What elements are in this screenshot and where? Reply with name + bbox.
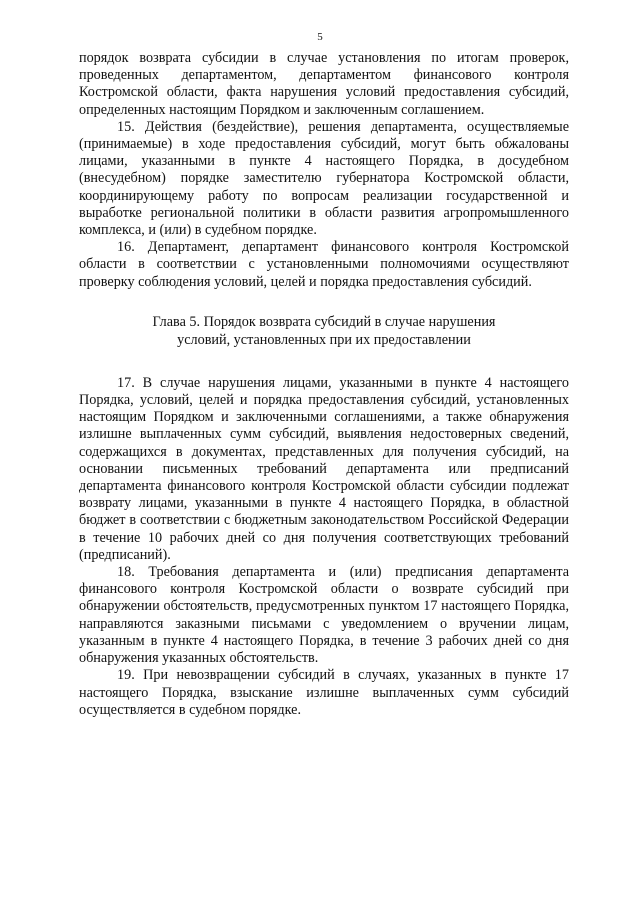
page-number: 5 — [317, 31, 323, 43]
paragraph-16: 16. Департамент, департамент финансового контроля Костромской области в соответствии с установленными полномочиями осуществляют проверку соблюдения условий, целей и порядка предоставления субсидий. — [79, 239, 569, 290]
chapter-heading — [79, 313, 569, 349]
chapter-heading-line-2: условий, установленных при их предоставлении — [177, 331, 471, 348]
paragraph-18: 18. Требования департамента и (или) предписания департамента финансового контроля Костромской области о возврате субсидий при обнаружении обстоятельств, предусмотренных пунктом 17 настоящего Порядка, направляются заказными письмами с уведомлением о вручении лицам, указанным в пункте 4 настоящего Порядка, в течение 3 рабочих дней со дня обнаружения указанных обстоятельств. — [79, 564, 569, 667]
paragraph-15: 15. Действия (бездействие), решения департамента, осуществляемые (принимаемые) в ходе предоставления субсидий, могут быть обжалованы лицами, указанными в пункте 4 настоящего Порядка, в досудебном (внесудебном) порядке заместителю губернатора Костромской области, координирующему работу по вопросам реализации государственной и выработке региональной политики в области развития агропромышленного комплекса, и (или) в судебном порядке. — [79, 118, 569, 239]
paragraph-19: 19. При невозвращении субсидий в случаях, указанных в пункте 17 настоящего Порядка, взыскание излишне выплаченных сумм субсидий осуществляется в судебном порядке. — [79, 667, 569, 718]
document-body — [79, 50, 569, 719]
paragraph-17: 17. В случае нарушения лицами, указанными в пункте 4 настоящего Порядка, условий, целей и порядка предоставления субсидий, установленных настоящим Порядком и заключенными соглашениями, а также обнаружения излишне выплаченных сумм субсидий, выявления недостоверных сведений, содержащихся в документах, представленных для получения субсидий, на основании письменных требований департамента или предписаний департамента финансового контроля Костромской области субсидии подлежат возврату лицами, указанными в пункте 4 настоящего Порядка, в областной бюджет в соответствии с бюджетным законодательством Российской Федерации в течение 10 рабочих дней со дня получения соответствующих требований (предписаний). — [79, 374, 569, 563]
chapter-heading-line-1: Глава 5. Порядок возврата субсидий в случае нарушения — [152, 313, 496, 330]
paragraph-14-continuation: порядок возврата субсидии в случае установления по итогам проверок, проведенных департаментом, департаментом финансового контроля Костромской области, факта нарушения условий предоставления субсидий, определенных настоящим Порядком и заключенным соглашением. — [79, 50, 569, 118]
